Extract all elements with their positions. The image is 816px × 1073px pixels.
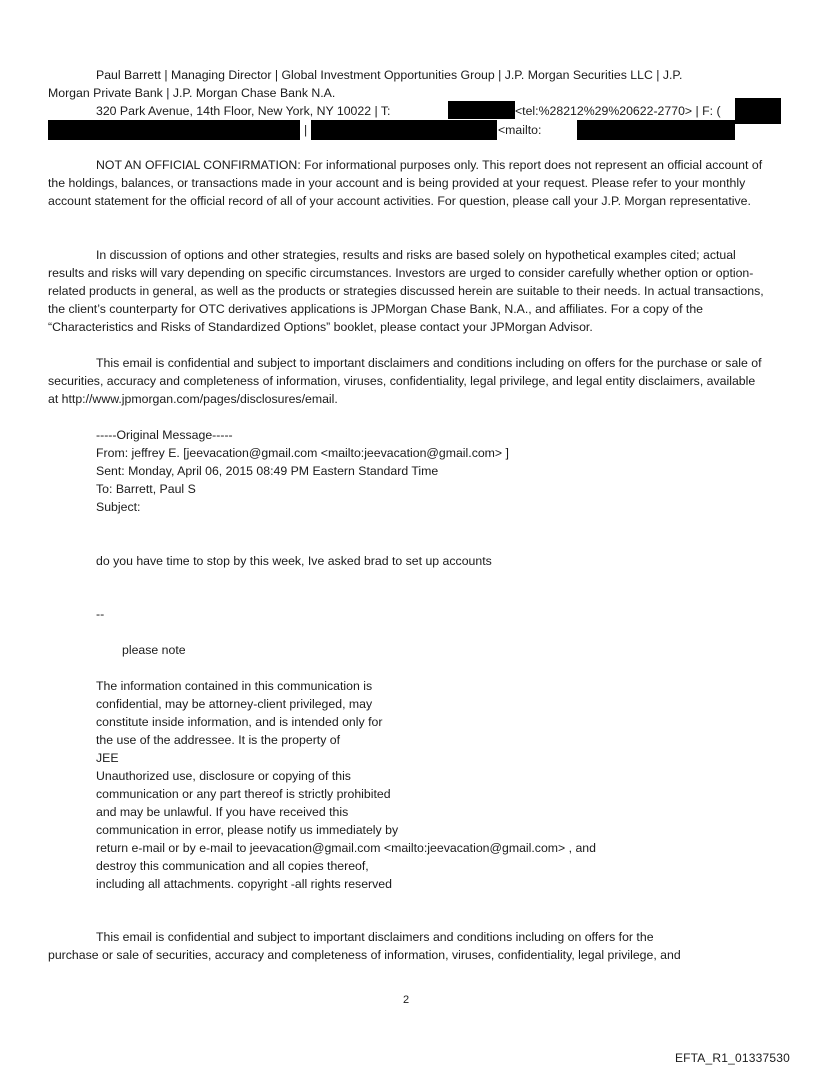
message-body: do you have time to stop by this week, Ive asked brad to set up accounts: [96, 554, 492, 568]
notice-line: destroy this communication and all copies thereof,: [96, 859, 369, 873]
redaction-block: [735, 98, 781, 124]
redaction-block: [48, 120, 300, 140]
redaction-block: [311, 120, 497, 140]
sent-line: Sent: Monday, April 06, 2015 08:49 PM Eastern Standard Time: [96, 464, 439, 478]
notice-line: constitute inside information, and is intended only for: [96, 715, 383, 729]
footer-disclaimer-line-1: This email is confidential and subject to important disclaimers and conditions including on offers for the: [96, 930, 654, 944]
notice-line: The information contained in this communication is: [96, 679, 373, 693]
confidentiality-paragraph: This email is confidential and subject to important disclaimers and conditions including on offers for the purchase or sale of securities, accuracy and completeness of information, viruses, confidentiality, legal privilege, and legal entity disclaimers, available at http://www.jpmorgan.com/pages/disclosures/email.: [48, 356, 762, 406]
signature-line-2: Morgan Private Bank | J.P. Morgan Chase Bank N.A.: [48, 86, 336, 100]
options-disclaimer-paragraph: In discussion of options and other strategies, results and risks are based solely on hypothetical examples cited; actual results and risks will vary depending on specific circumstances. Investors are urged to consider carefully whether option or option-related products in general, as well as the products or strategies discussed herein are suitable to their needs. In actual transactions, the client’s counterparty for OTC derivatives applications is JPMorgan Chase Bank, N.A., and affiliates. For a copy of the “Characteristics and Risks of Standardized Options” booklet, please contact your JPMorgan Advisor.: [48, 248, 764, 334]
signature-separator: |: [304, 123, 308, 137]
signature-mailto: <mailto:: [498, 123, 542, 137]
notice-line: the use of the addressee. It is the property of: [96, 733, 341, 747]
signature-dash: --: [96, 607, 105, 621]
to-line: To: Barrett, Paul S: [96, 482, 196, 496]
signature-address: 320 Park Avenue, 14th Floor, New York, NY 10022 | T:: [96, 104, 391, 118]
notice-line: Unauthorized use, disclosure or copying of this: [96, 769, 351, 783]
signature-tel-link: <tel:%28212%29%20622-2770> | F: (: [515, 104, 721, 118]
footer-disclaimer-line-2: purchase or sale of securities, accuracy and completeness of information, viruses, confidentiality, legal privilege, and: [48, 948, 681, 962]
notice-line: including all attachments. copyright -all rights reserved: [96, 877, 392, 891]
notice-line: JEE: [96, 751, 119, 765]
notice-line: communication in error, please notify us immediately by: [96, 823, 399, 837]
signature-line-1: Paul Barrett | Managing Director | Global Investment Opportunities Group | J.P. Morgan Securities LLC | J.P.: [96, 68, 683, 82]
notice-line: and may be unlawful. If you have received this: [96, 805, 349, 819]
original-message-header: -----Original Message-----: [96, 428, 233, 442]
bates-number: EFTA_R1_01337530: [674, 1051, 790, 1065]
notice-line: confidential, may be attorney-client privileged, may: [96, 697, 373, 711]
notice-line: communication or any part thereof is strictly prohibited: [96, 787, 391, 801]
notice-line: return e-mail or by e-mail to jeevacation@gmail.com <mailto:jeevacation@gmail.com> , and: [96, 841, 596, 855]
page-number: 2: [403, 994, 410, 1006]
from-line: From: jeffrey E. [jeevacation@gmail.com <mailto:jeevacation@gmail.com> ]: [96, 446, 509, 460]
please-note: please note: [122, 643, 186, 657]
redaction-block: [448, 101, 515, 119]
subject-line: Subject:: [96, 500, 141, 514]
not-official-confirmation-paragraph: NOT AN OFFICIAL CONFIRMATION: For informational purposes only. This report does not represent an official account of the holdings, balances, or transactions made in your account and is being provided at your request. Please refer to your monthly account statement for the official record of all of your account activities. For question, please call your J.P. Morgan representative.: [48, 158, 763, 208]
redaction-block: [577, 120, 735, 140]
